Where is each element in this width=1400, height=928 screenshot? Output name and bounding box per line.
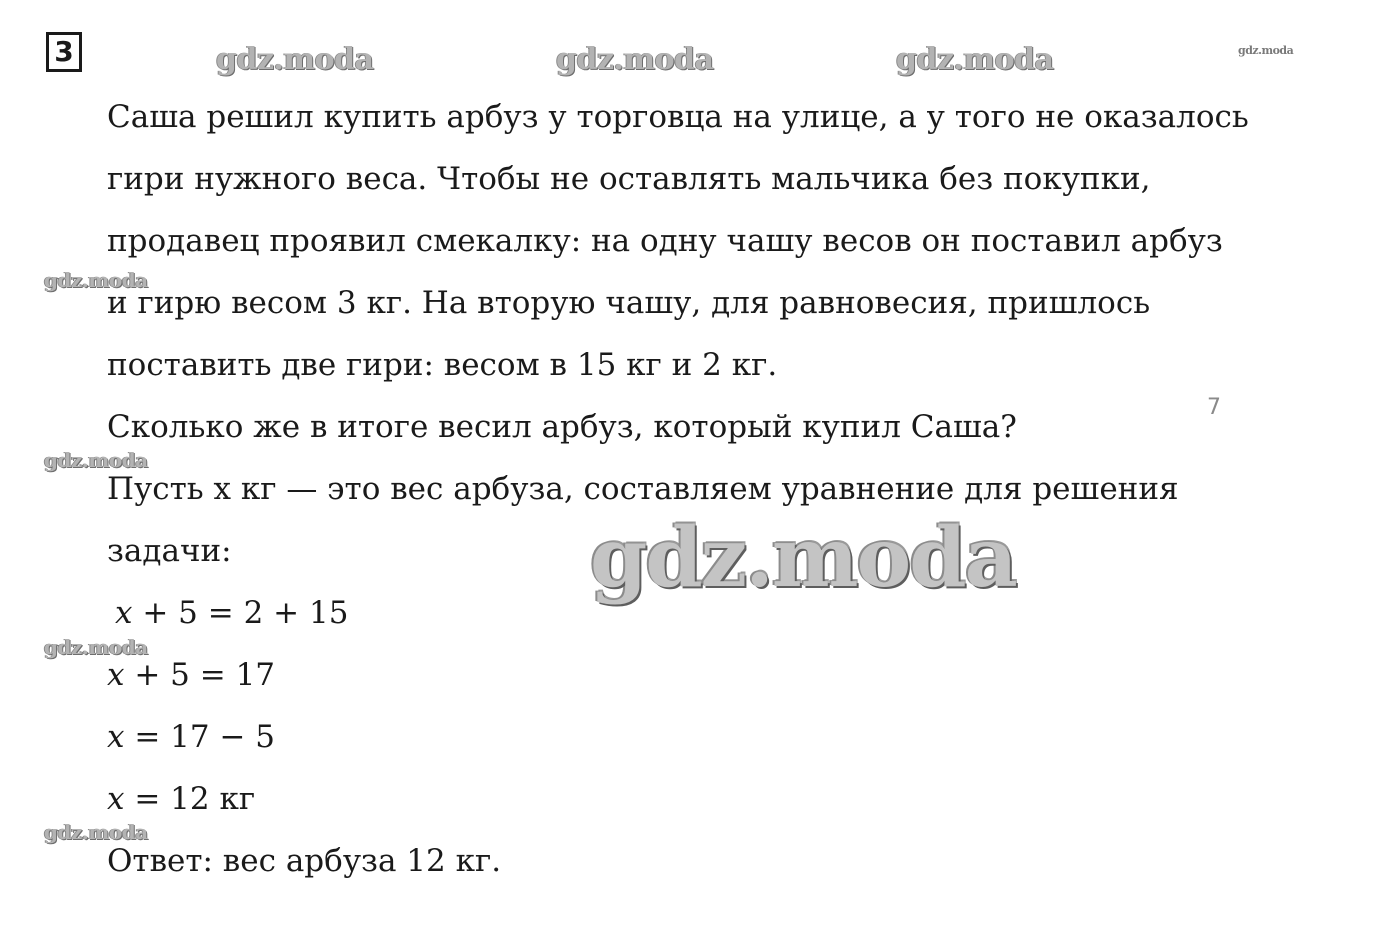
equation-expression: = 12 кг — [124, 781, 256, 817]
watermark-side-4: gdz.moda — [44, 820, 148, 844]
equation-4 — [107, 768, 1347, 830]
problem-line: Саша решил купить арбуз у торговца на улице, а у того не оказалось — [107, 99, 1249, 135]
problem-line: продавец проявил смекалку: на одну чашу весов он поставил арбуз — [107, 223, 1223, 259]
problem-question: Сколько же в итоге весил арбуз, который купил Саша? — [107, 409, 1017, 445]
watermark-side-1: gdz.moda — [44, 268, 148, 292]
equation-variable: x — [107, 657, 125, 693]
equation-2 — [107, 644, 1347, 706]
watermark-top-3: gdz.moda — [896, 42, 1054, 77]
equation-variable: x — [107, 719, 125, 755]
equation-3 — [107, 706, 1347, 768]
page-number: 7 — [1207, 395, 1221, 420]
watermark-top-1: gdz.moda — [216, 42, 374, 77]
problem-line: и гирю весом 3 кг. На вторую чашу, для равновесия, пришлось — [107, 285, 1151, 321]
solution-content — [107, 86, 1347, 892]
problem-line: поставить две гири: весом в 15 кг и 2 кг. — [107, 347, 778, 383]
solution-intro-line: Пусть х кг — это вес арбуза, составляем уравнение для решения — [107, 471, 1179, 507]
problem-line: гири нужного веса. Чтобы не оставлять мальчика без покупки, — [107, 161, 1151, 197]
equation-expression: = 17 − 5 — [124, 719, 276, 755]
watermark-center-large: gdz.moda — [590, 510, 1016, 606]
task-number-badge: 3 — [46, 32, 82, 72]
equation-variable: x — [115, 595, 133, 631]
watermark-top-small: gdz.moda — [1238, 44, 1294, 57]
watermark-top-2: gdz.moda — [556, 42, 714, 77]
equation-expression: + 5 = 2 + 15 — [132, 595, 349, 631]
solution-intro-line: задачи: — [107, 533, 232, 569]
watermark-side-2: gdz.moda — [44, 448, 148, 472]
watermark-side-3: gdz.moda — [44, 635, 148, 659]
equation-expression: + 5 = 17 — [124, 657, 276, 693]
answer-line: Ответ: вес арбуза 12 кг. — [107, 843, 502, 879]
equation-variable: x — [107, 781, 125, 817]
